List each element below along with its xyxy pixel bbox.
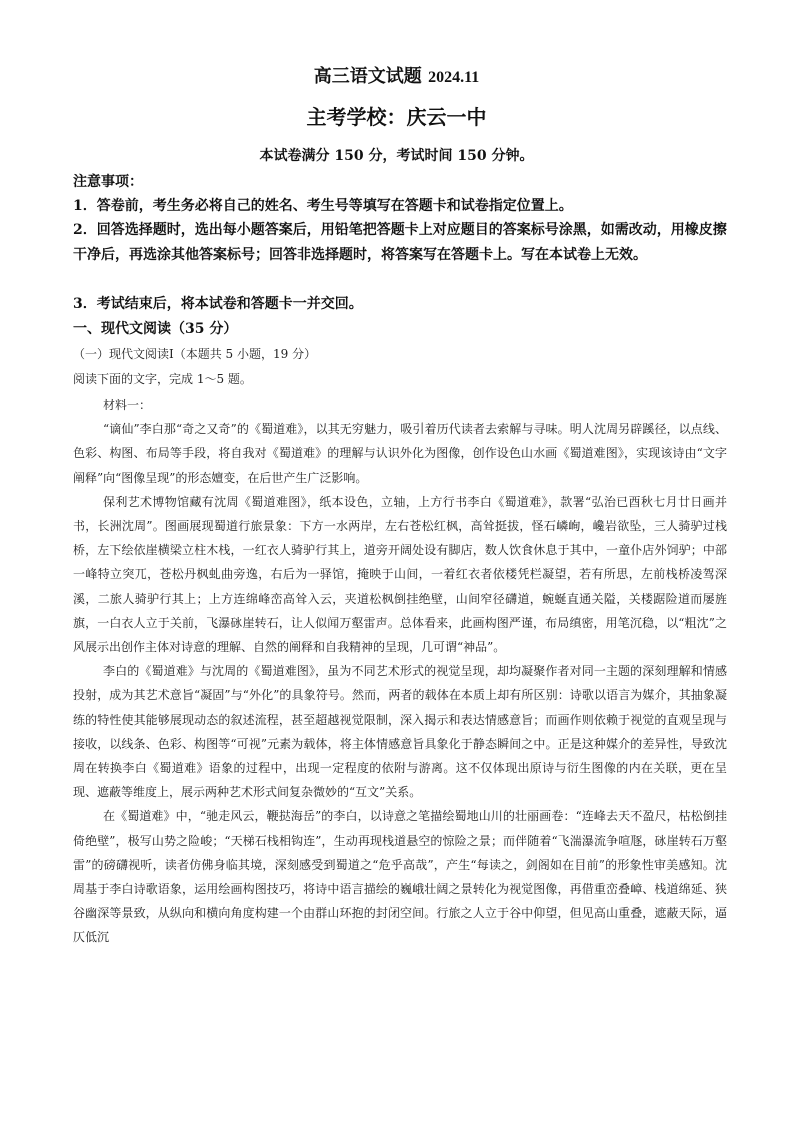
notice-item-3: 3．考试结束后，将本试卷和答题卡一并交回。 xyxy=(73,296,363,312)
paragraph-2: 保利艺术博物馆藏有沈周《蜀道难图》，纸本设色，立轴，上方行书李白《蜀道难》，款署“弘治已酉秋七月廿日画并书，长洲沈周”。图画展现蜀道行旅景象：下方一水两岸，左右苍松红枫，高耸挺拔，怪石嶙峋，巉岩欲坠，三人骑驴过栈桥，左下绘依崖横梁立柱木栈，一红衣人骑驴行其上，道旁开阔处设有脚店，数人饮食休息于其中，一童仆店外饲驴；中部一峰特立突兀，苍松丹枫虬曲旁逸，右后为一驿馆，掩映于山间，一着红衣者依楼凭栏凝望，若有所思，左前栈桥凌驾深溪，二旅人骑驴行其上；上方连绵峰峦高耸入云，夹道松枫倒挂绝壁，山间窄径礴道，蜿蜒直通关隘，关楼踞险道而屡旌旗，一白衣人立于关前，飞瀑砯崖转石，让人似闻万壑雷声。总体看来，此画构图严谨，布局缜密，用笔沉稳，以“粗沈”之风展示出创作主体对诗意的理解、自然的阐释和自我精神的呈现，几可谓“神品”。 xyxy=(73,494,727,655)
paragraph-1: “谪仙”李白那“奇之又奇”的《蜀道难》，以其无穷魅力，吸引着历代读者去索解与寻味。明人沈周另辟蹊径，以点线、色彩、构图、布局等手段，将自我对《蜀道难》的理解与认识外化为图像，创作设色山水画《蜀道难图》，实现该诗由“文字阐释”向“图像呈现”的形态嬗变，在后世产生广泛影响。 xyxy=(73,422,727,485)
notice-item-2: 2．回答选择题时，选出每小题答案后，用铅笔把答题卡上对应题目的答案标号涂黑，如需改动，用橡皮擦干净后，再选涂其他答案标号；回答非选择题时，将答案写在答题卡上。写在本试卷上无效。 xyxy=(73,222,727,263)
host-school: 主考学校：庆云一中 xyxy=(306,105,487,129)
exam-title-text: 高三语文试题 xyxy=(313,66,422,87)
material-label: 材料一： xyxy=(103,398,152,412)
paragraph-3: 李白的《蜀道难》与沈周的《蜀道难图》，虽为不同艺术形式的视觉呈现，却均凝聚作者对同一主题的深刻理解和情感投射，成为其艺术意旨“凝固”与“外化”的具象符号。然而，两者的载体在本质上却有所区别：诗歌以语言为媒介，其抽象凝练的特性使其能够展现动态的叙述流程，甚至超越视觉限制，深入揭示和表达情感意旨；而画作则依赖于视觉的直观呈现与接收，以线条、色彩、构图等“可视”元素为载体，将主体情感意旨具象化于静态瞬间之中。正是这种媒介的差异性，导致沈周在转换李白《蜀道难》语象的过程中，出现一定程度的依附与游离。这不仅体现出原诗与衍生图像的内在关联，更在呈现、遮蔽等维度上，展示两种艺术形式间复杂微妙的“互文”关系。 xyxy=(73,664,727,800)
reading-material xyxy=(73,393,727,950)
score-info: 本试卷满分 150 分，考试时间 150 分钟。 xyxy=(259,148,534,164)
notice-heading: 注意事项： xyxy=(73,174,143,190)
paragraph-4: 在《蜀道难》中，“驰走风云，鞭挞海岳”的李白，以诗意之笔描绘蜀地山川的壮丽画卷：“连峰去天不盈尺，枯松倒挂倚绝壁”，极写山势之险峻；“天梯石栈相钩连”，生动再现栈道悬空的惊险之景；而伴随着“飞湍瀑流争喧豗，砯崖转石万壑雷”的磅礴视听，读者仿佛身临其境，深刻感受到蜀道之“危乎高哉”，产生“每读之，剑阁如在目前”的形象性审美感知。沈周基于李白诗歌语象，运用绘画构图技巧，将诗中语言描绘的巍峨壮阔之景转化为视觉图像，再借重峦叠嶂、栈道绵延、狭谷幽深等景致，从纵向和横向角度构建一个由群山环抱的封闭空间。行旅之人立于谷中仰望，但见高山重叠，遮蔽天际，逼仄低沉 xyxy=(73,809,727,945)
notice-item-1: 1．答卷前，考生务必将自己的姓名、考生号等填写在答题卡和试卷指定位置上。 xyxy=(73,198,573,214)
reading-instruction: 阅读下面的文字，完成 1～5 题。 xyxy=(73,372,252,386)
subsection-heading: （一）现代文阅读Ⅰ（本题共 5 小题，19 分） xyxy=(73,347,317,361)
exam-date: 2024.11 xyxy=(428,69,480,86)
exam-title xyxy=(0,64,793,91)
section-heading: 一、现代文阅读（35 分） xyxy=(73,321,238,337)
